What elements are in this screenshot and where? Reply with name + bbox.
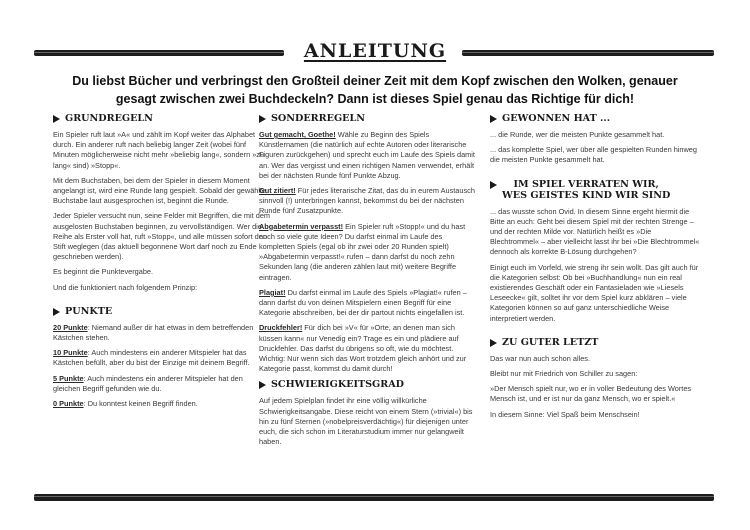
special-rule: Gut zitiert! Für jedes literarische Zitat, das du in eurem Austausch sinnvoll (!) unterbringen kannst, bekommst du bei der nächsten Runde fünf Zusatzpunkte. <box>259 186 475 216</box>
intro-text: Du liebst Bücher und verbringst den Großteil deiner Zeit mit dem Kopf zwischen den Wolken, genauer gesagt zwischen zwei Buchdeckeln? Dann ist dieses Spiel genau das Richtige für dich! <box>72 74 678 106</box>
top-rule-left <box>34 50 284 56</box>
section-heading-gewonnen: GEWONNEN HAT ... <box>490 113 700 124</box>
paragraph: Ein Spieler ruft laut »A« und zählt im Kopf weiter das Alphabet durch. Ein anderer ruft nach beliebig langer Zeit (wobei fünf Minuten möglicherweise nicht mehr »beliebig lang«, sondern »zu lang« sind) »Stopp«. <box>53 130 265 170</box>
paragraph: Es beginnt die Punktevergabe. <box>53 267 154 277</box>
special-rule: Abgabetermin verpasst! Ein Spieler ruft »Stopp!« und du hast noch so viele gute Ideen? Du darfst einmal im Laufe des kompletten Spiels (egal ob ihr zwei oder 20 Runden spielt) »Abgabetermin verpasst!« rufen – dann darfst du noch zehn Sekunden lang (die anderen zählen laut mit) weitere Begriffe eintragen. <box>259 221 466 282</box>
section-heading-verraten: IM SPIEL VERRATEN WIR, WES GEISTES KIND WIR SIND <box>490 179 700 201</box>
points-rule: 20 Punkte: Niemand außer dir hat etwas in dem betreffenden Kästchen stehen. <box>53 322 254 343</box>
top-rule-right <box>462 50 714 56</box>
column-left <box>53 113 271 414</box>
paragraph: Und die funktioniert nach folgendem Prinzip: <box>53 282 198 292</box>
special-rule: Gut gemacht, Goethe! Wähle zu Beginn des Spiels Künstlernamen (die natürlich auf echte Autoren oder literarische Figuren zurückgehen) und sprecht euch im Laufe des Spiels damit an. Wer das vergisst und einen richtigen Namen verwendet, erhält bei der nächsten Runde fünf Punkte Abzug. <box>259 130 475 180</box>
arrow-icon <box>490 181 497 189</box>
bottom-rule <box>34 494 714 501</box>
section-heading-sonderregeln: SONDERREGELN <box>259 113 475 124</box>
paragraph: Mit dem Buchstaben, bei dem der Spieler in diesem Moment angelangt ist, wird eine Runde lang gespielt. Sobald der gewählte Buchstabe laut ausgesprochen ist, beginnt die Runde. <box>53 175 267 206</box>
arrow-icon <box>53 115 60 123</box>
arrow-icon <box>259 381 266 389</box>
paragraph: Das war nun auch schon alles. <box>490 353 591 363</box>
paragraph: ... das komplette Spiel, wer über alle gespielten Runden hinweg die meisten Punkte gesammelt hat. <box>490 145 697 165</box>
arrow-icon <box>490 339 497 347</box>
column-middle <box>259 113 475 452</box>
section-heading-zu-guter-letzt: ZU GUTER LETZT <box>490 337 700 348</box>
column-right <box>490 113 700 425</box>
paragraph: Auf jedem Spielplan findet ihr eine völlig willkürliche Schwierigkeitsangabe. Diese reicht von einem Stern (»trivial«) bis hin zu fünf Sternen (»nobelpreisverdächtig«) für diejenigen unter euch, die sich schon im Literaturstudium immer nur gelangweilt haben. <box>259 396 473 447</box>
paragraph: In diesem Sinne: Viel Spaß beim Menschsein! <box>490 409 640 419</box>
section-heading-schwierigkeitsgrad: SCHWIERIGKEITSGRAD <box>259 379 475 390</box>
points-rule: 10 Punkte: Auch mindestens ein anderer Mitspieler hat das Kästchen befüllt, aber du bist der Einzige mit deinem Begriff. <box>53 348 250 368</box>
quote: »Der Mensch spielt nur, wo er in voller Bedeutung des Wortes Mensch ist, und er ist nur da ganz Mensch, wo er spielt.« <box>490 384 692 404</box>
arrow-icon <box>259 115 266 123</box>
special-rule: Druckfehler! Für dich bei »V« für »Orte, an denen man sich küssen kann« nur Venedig ein? Trage es ein und plädiere auf Druckfehler. Das darfst du übrigens so oft, wie du möchtest. Wichtig: Nur wenn sich das Wort trotzdem gleich anhört und zur Kategorie passt, kommst du damit durch! <box>259 323 467 374</box>
paragraph: Jeder Spieler versucht nun, seine Felder mit Begriffen, die mit dem ausgelosten Buchstaben beginnen, zu vervollständigen. Wer die Reihe als Erster voll hat, ruft »Stopp«, und alle müssen sofort den Stift weglegen (das aktuell begonnene Wort darf noch zu Ende geschrieben werden). <box>53 211 271 262</box>
page-title: ANLEITUNG <box>303 40 447 62</box>
section-heading-punkte: PUNKTE <box>53 306 271 317</box>
points-rule: 5 Punkte: Auch mindestens ein anderer Mitspieler hat den gleichen Begriff gefunden wie du. <box>53 373 243 393</box>
section-heading-grundregeln: GRUNDREGELN <box>53 113 271 124</box>
paragraph: Bleibt nur mit Friedrich von Schiller zu sagen: <box>490 369 638 379</box>
points-rule: 0 Punkte: Du konntest keinen Begriff finden. <box>53 399 198 409</box>
paragraph: Einigt euch im Vorfeld, wie streng ihr sein wollt. Das gilt auch für die Kategorien selbst: Ob bei »Buchhandlung« nun ein real existierendes Geschäft oder ein Fantasieladen wie »Liesels Leseecke« gilt, solltet ihr vor dem Spiel kurz abklären – viele Kategorien können so auf ganz unterschiedliche Weise interpretiert werden. <box>490 262 699 323</box>
special-rule: Plagiat! Du darfst einmal im Laufe des Spiels »Plagiat!« rufen – dann darfst du von deinen Mitspielern einen Begriff für eine Kategorie abschreiben, bei der dir partout nichts eingefallen ist. <box>259 287 467 318</box>
arrow-icon <box>53 308 60 316</box>
paragraph: ... das wusste schon Ovid. In diesem Sinne ergeht hiermit die Bitte an euch: Geht bei diesem Spiel mit der rechten Strenge – und der rechten Milde vor. Natürlich heißt es »Die Blechtrommel« – aber vielleicht lasst ihr bei »Die Blechtrommel« dennoch als korrekte B-Lösung durchgehen? <box>490 206 700 257</box>
paragraph: ... die Runde, wer die meisten Punkte gesammelt hat. <box>490 130 665 139</box>
arrow-icon <box>490 115 497 123</box>
